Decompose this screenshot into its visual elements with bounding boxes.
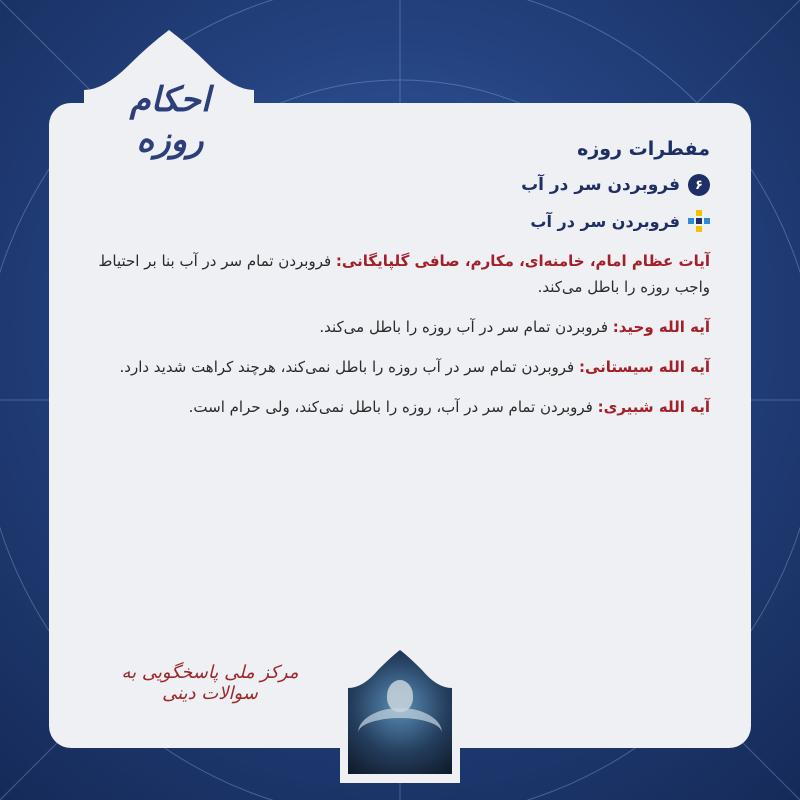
page-heading: مفطرات روزه (577, 138, 710, 160)
portrait-arms (358, 708, 442, 758)
portrait-face (387, 680, 413, 712)
ruling-paragraph (90, 354, 710, 380)
ruling-authority: آیات عظام امام، خامنه‌ای، مکارم، صافی گلپایگانی: (335, 252, 710, 270)
item-number-badge: ۶ (688, 174, 710, 196)
ruling-text: فروبردن تمام سر در آب روزه را باطل نمی‌کند، هرچند کراهت شدید دارد. (119, 358, 579, 376)
ruling-authority: آیه الله سیستانی: (578, 358, 710, 376)
subheading-row (90, 210, 710, 232)
ruling-paragraph (90, 248, 710, 300)
ruling-paragraph (90, 314, 710, 340)
ruling-text: فروبردن تمام سر در آب روزه را باطل می‌کند. (319, 318, 613, 336)
subheading: فروبردن سر در آب (530, 211, 680, 231)
item-title: فروبردن سر در آب (521, 175, 680, 195)
ruling-authority: آیه الله شبیری: (597, 398, 710, 416)
diamond-bullet-icon (688, 210, 710, 232)
ruling-paragraph (90, 394, 710, 420)
ruling-text: فروبردن تمام سر در آب بنا بر احتیاط واجب روزه را باطل می‌کند. (98, 252, 710, 296)
ruling-text: فروبردن تمام سر در آب، روزه را باطل نمی‌کند، ولی حرام است. (188, 398, 598, 416)
main-content (90, 138, 710, 420)
ruling-authority: آیه الله وحید: (612, 318, 710, 336)
badge-title: احکام روزه (129, 80, 211, 160)
footer-logo-text: مرکز ملی پاسخگویی به سوالات دینی (121, 662, 299, 704)
item-row (90, 174, 710, 196)
